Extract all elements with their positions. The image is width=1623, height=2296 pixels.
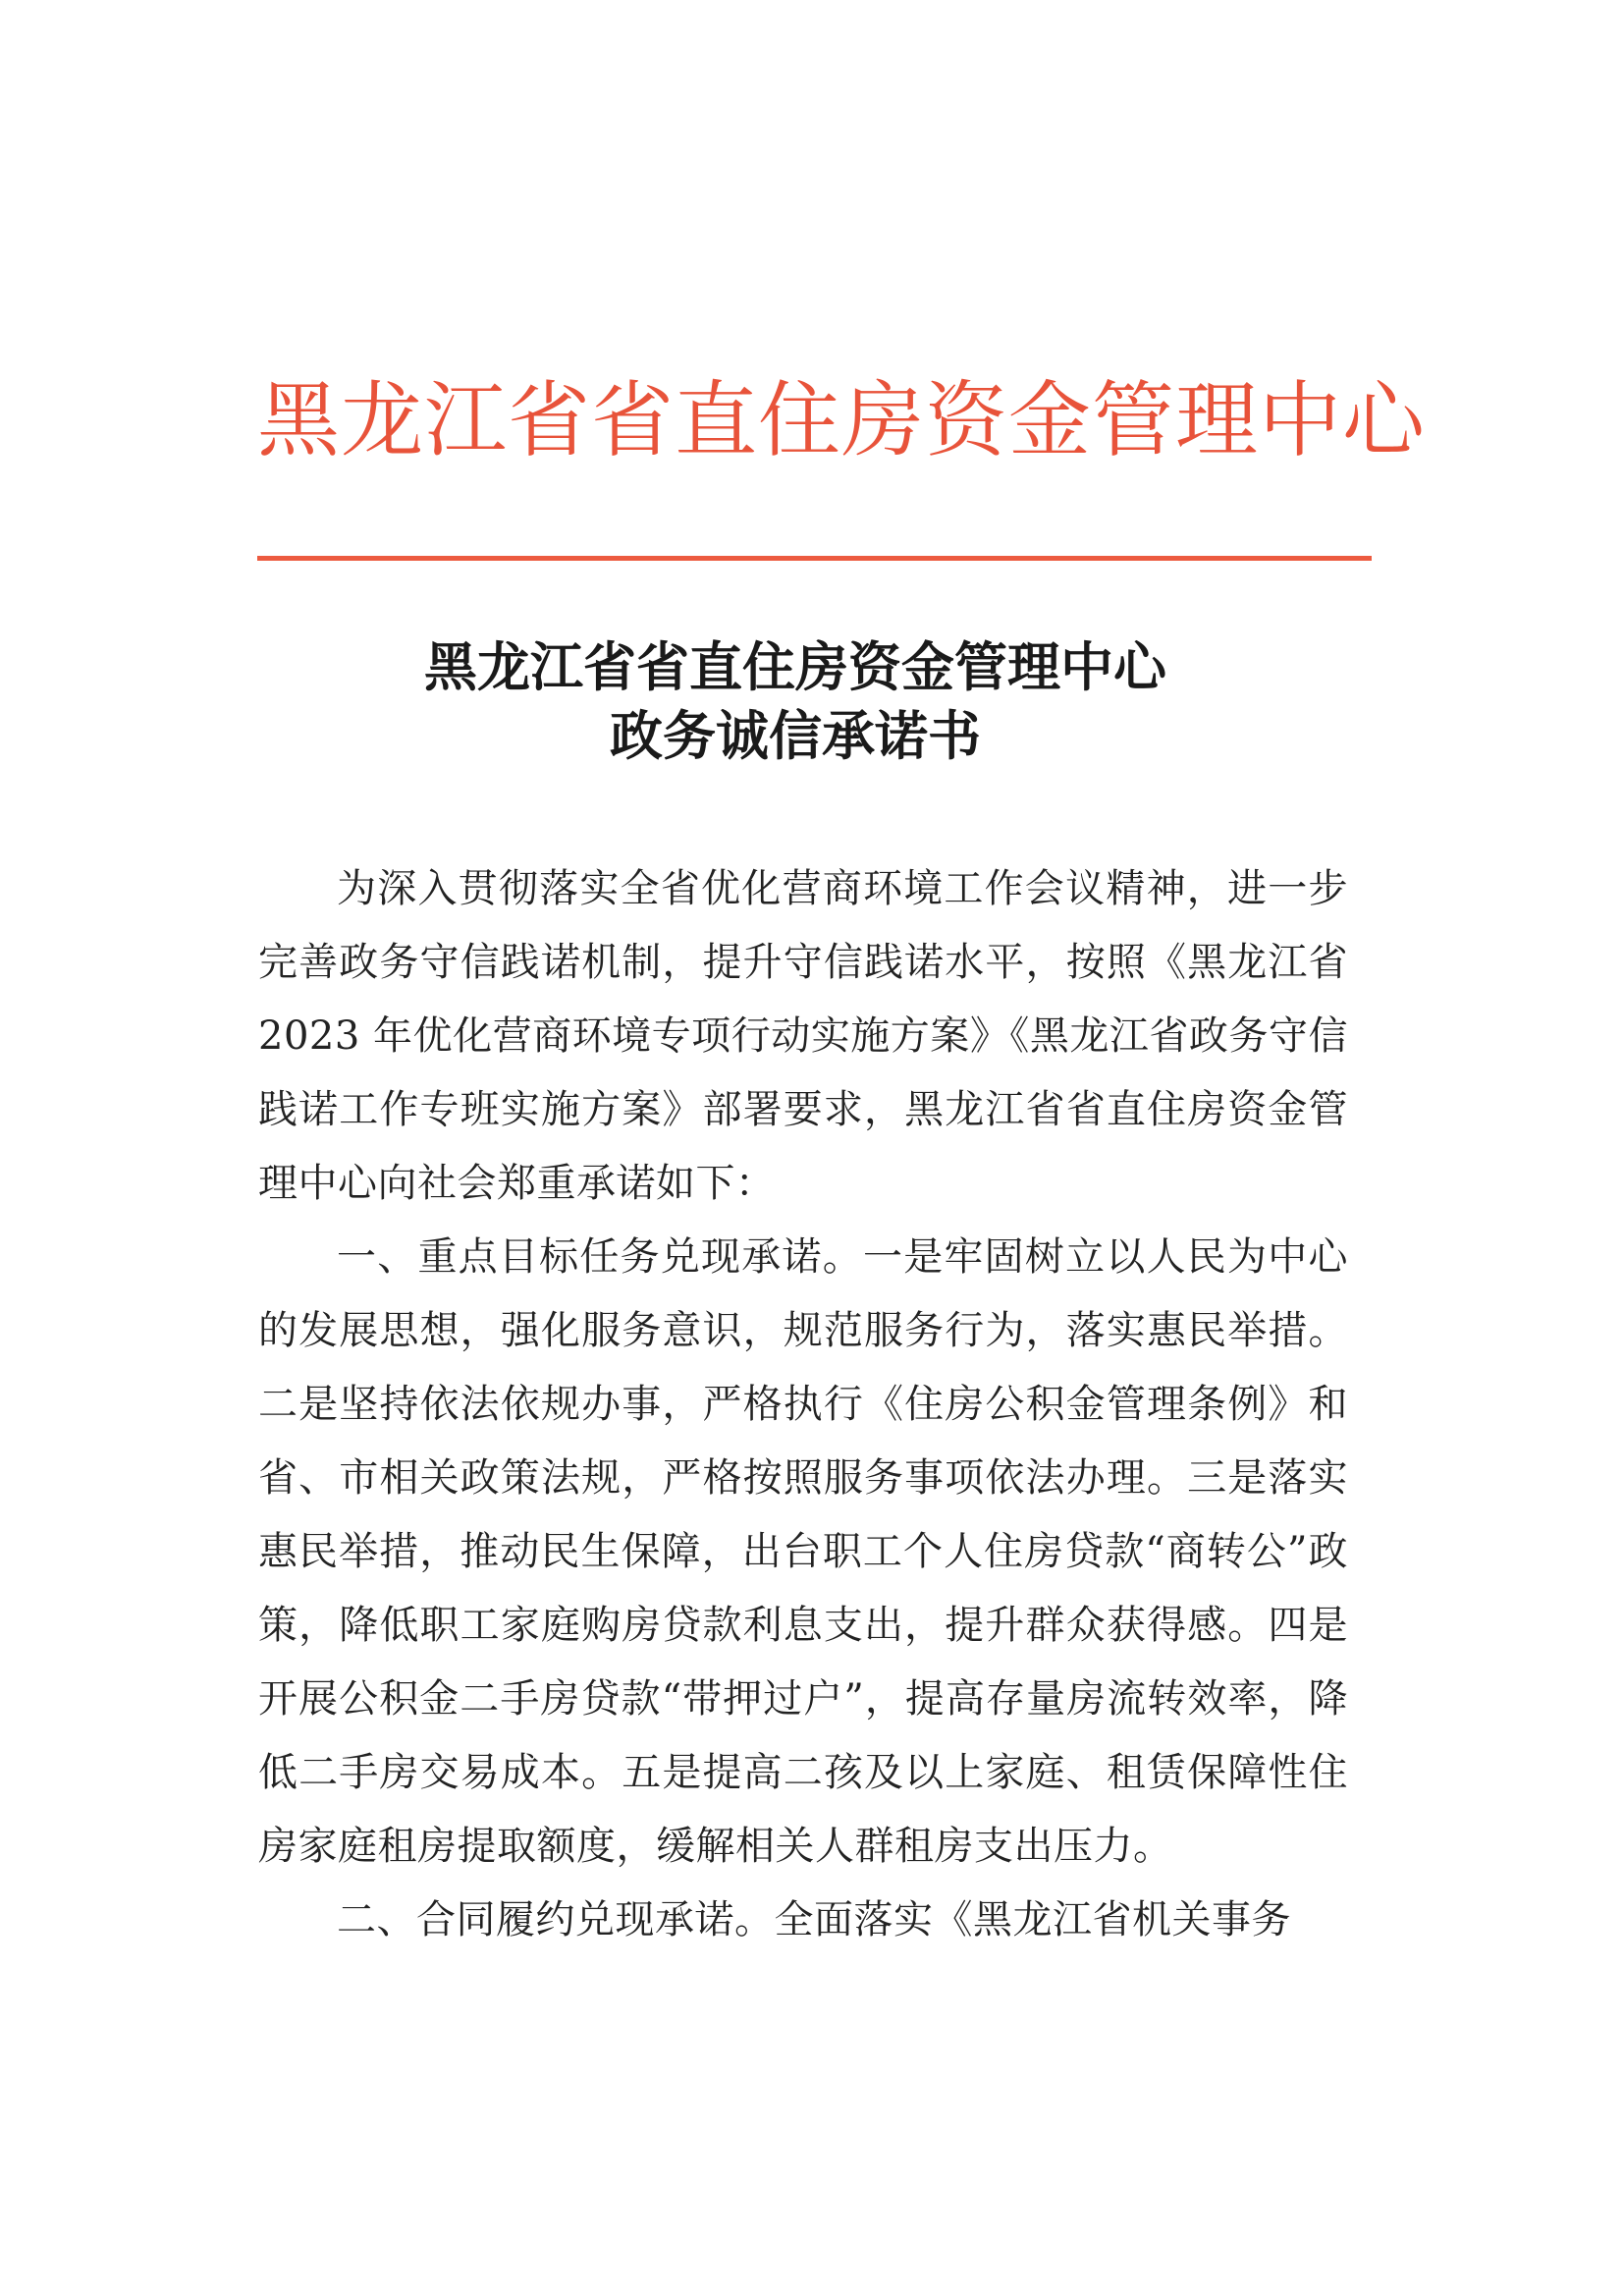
document-title-line-1: 黑龙江省省直住房资金管理中心 xyxy=(424,635,1166,698)
document-title-line-2: 政务诚信承诺书 xyxy=(610,704,981,767)
document-body xyxy=(258,852,1348,1957)
letterhead-org-name: 黑龙江省省直住房资金管理中心 xyxy=(257,372,1427,468)
body-paragraph-section-1: 一、重点目标任务兑现承诺。一是牢固树立以人民为中心的发展思想，强化服务意识，规范服务行为，落实惠民举措。二是坚持依法依规办事，严格执行《住房公积金管理条例》和省、市相关政策法规，严格按照服务事项依法办理。三是落实惠民举措，推动民生保障，出台职工个人住房贷款“商转公”政策，降低职工家庭购房贷款利息支出，提升群众获得感。四是开展公积金二手房贷款“带押过户”，提高存量房流转效率，降低二手房交易成本。五是提高二孩及以上家庭、租赁保障性住房家庭租房提取额度，缓解相关人群租房支出压力。 xyxy=(258,1234,1348,1869)
body-paragraph-intro: 为深入贯彻落实全省优化营商环境工作会议精神，进一步完善政务守信践诺机制，提升守信践诺水平，按照《黑龙江省 2023 年优化营商环境专项行动实施方案》《黑龙江省政务守信践诺工作专班实施方案》部署要求，黑龙江省省直住房资金管理中心向社会郑重承诺如下： xyxy=(258,866,1348,1206)
letterhead-red-rule xyxy=(257,556,1372,561)
body-paragraph-section-2: 二、合同履约兑现承诺。全面落实《黑龙江省机关事务 xyxy=(337,1897,1291,1942)
